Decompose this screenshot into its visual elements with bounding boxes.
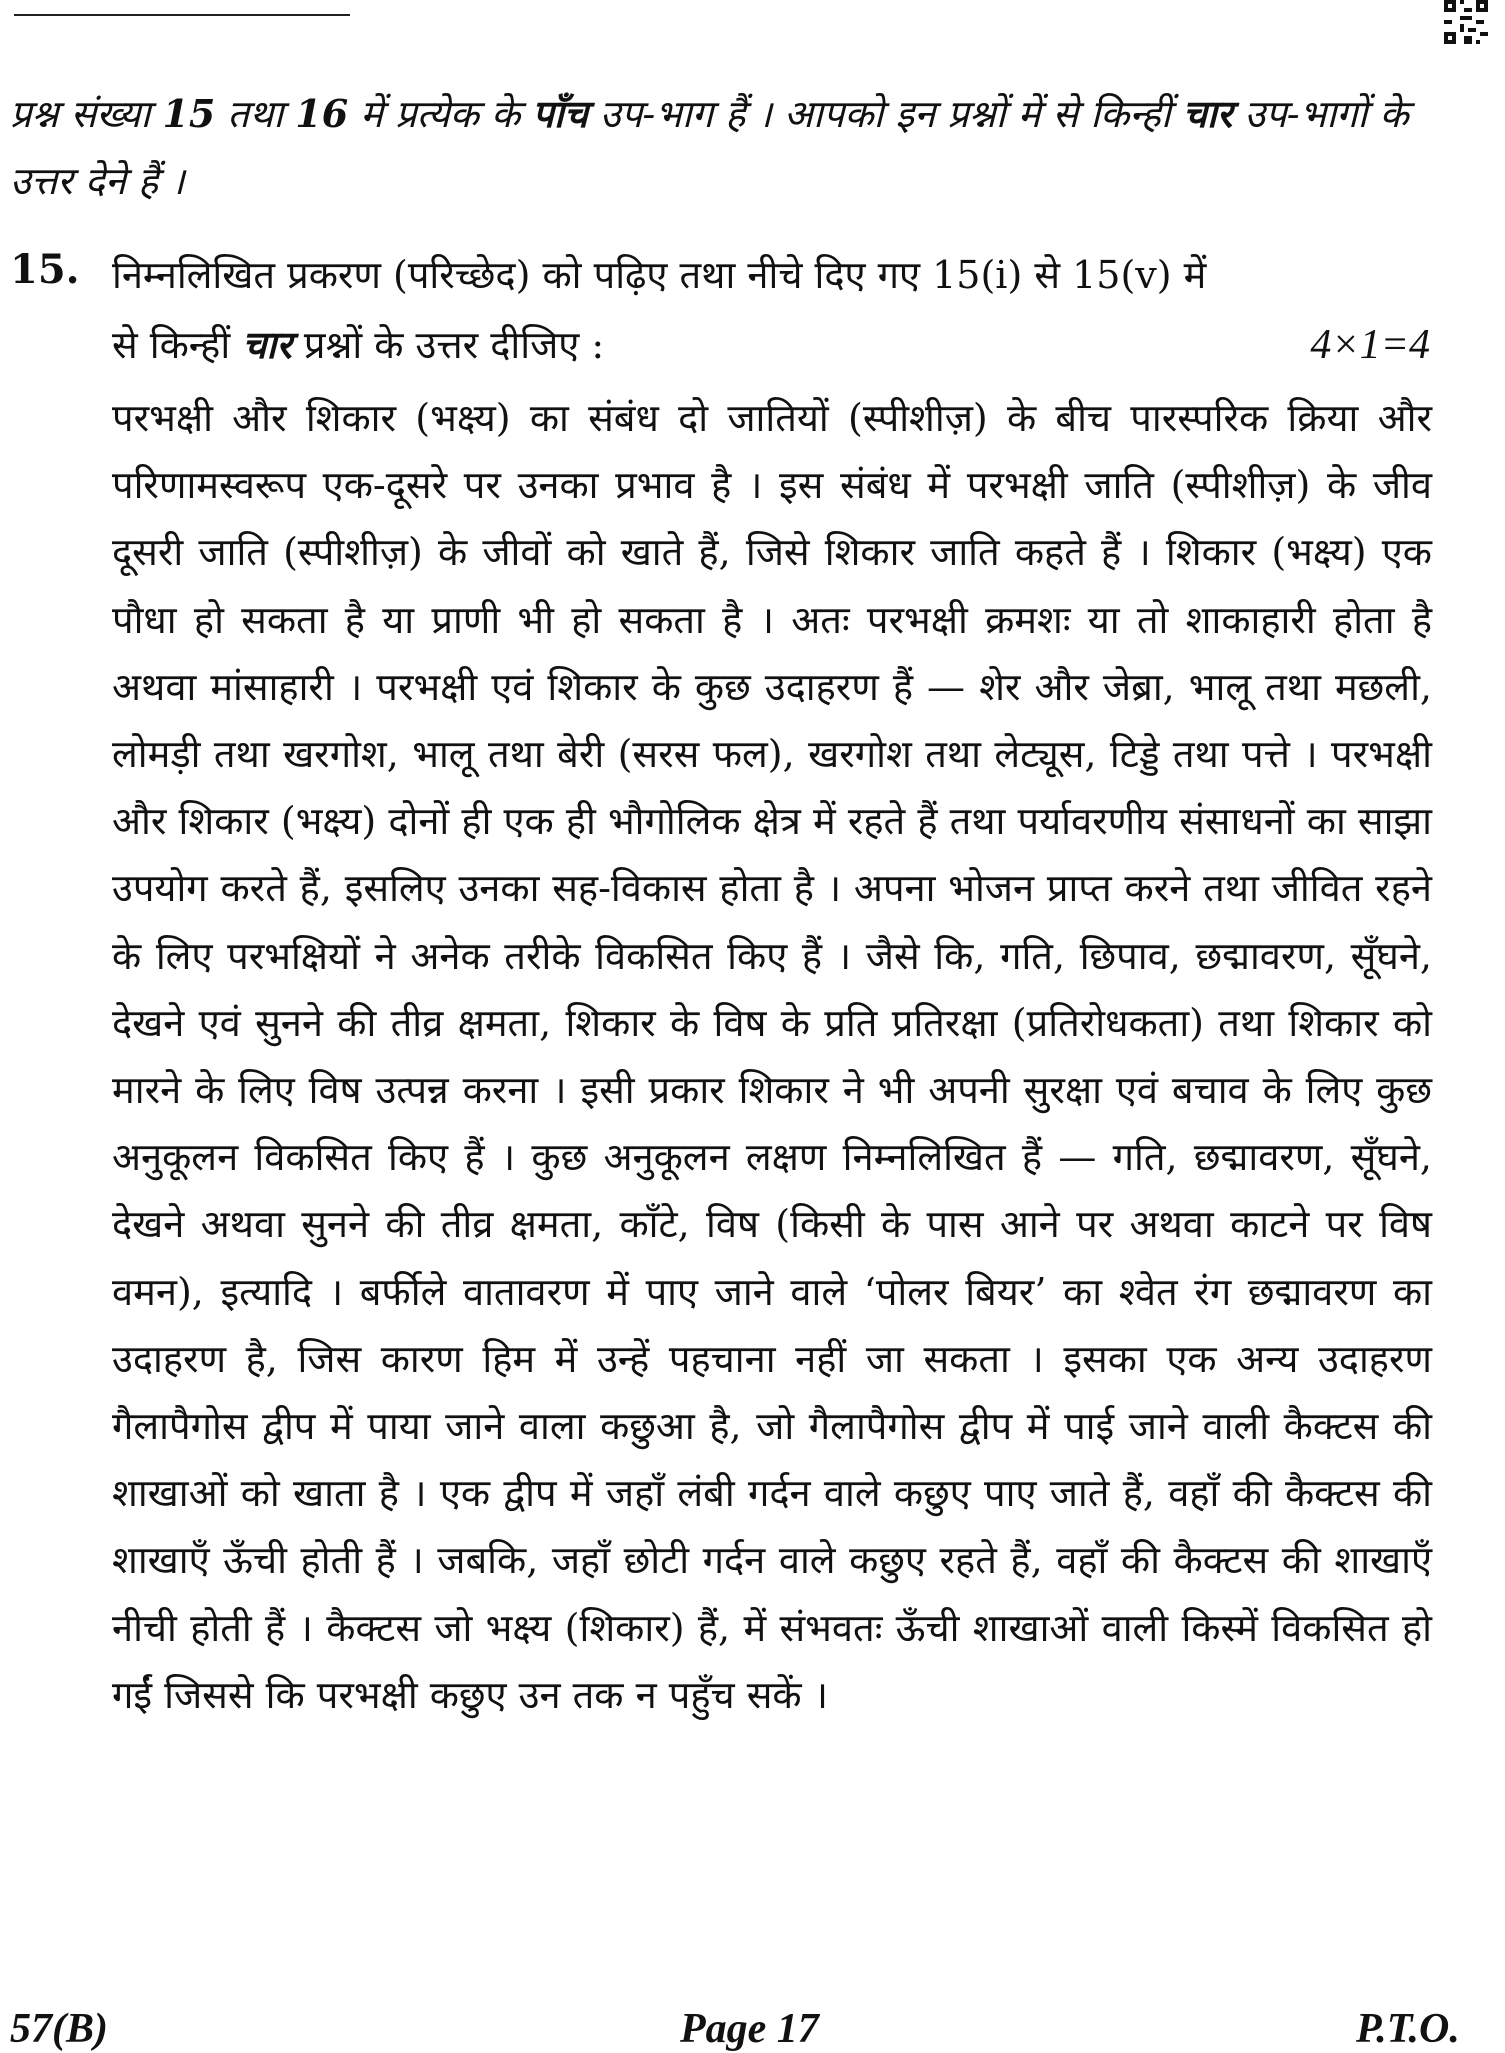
- question-line-2-bold: चार: [242, 322, 292, 367]
- question-line-2-a: से किन्हीं: [112, 323, 243, 367]
- instruction-number-16: 16: [295, 91, 349, 136]
- instruction-bold-four: चार: [1182, 91, 1233, 136]
- question-line-2-b: प्रश्नों के उत्तर दीजिए :: [291, 323, 605, 367]
- question-heading: [112, 240, 1430, 380]
- instruction-text-2: तथा: [215, 92, 296, 136]
- marks-label: 4×1=4: [1310, 322, 1430, 368]
- question-line-2: [112, 310, 1430, 380]
- passage-text: परभक्षी और शिकार (भक्ष्य) का संबंध दो जातियों (स्पीशीज़) के बीच पारस्परिक क्रिया और परिणामस्वरूप एक-दूसरे पर उनका प्रभाव है । इस संबंध में परभक्षी जाति (स्पीशीज़) के जीव दूसरी जाति (स्पीशीज़) के जीवों को खाते हैं, जिसे शिकार जाति कहते हैं । शिकार (भक्ष्य) एक पौधा हो सकता है या प्राणी भी हो सकता है । अतः परभक्षी क्रमशः या तो शाकाहारी होता है अथवा मांसाहारी । परभक्षी एवं शिकार के कुछ उदाहरण हैं — शेर और जेब्रा, भालू तथा मछली, लोमड़ी तथा खरगोश, भालू तथा बेरी (सरस फल), खरगोश तथा लेट्यूस, टिड्डे तथा पत्ते । परभक्षी और शिकार (भक्ष्य) दोनों ही एक ही भौगोलिक क्षेत्र में रहते हैं तथा पर्यावरणीय संसाधनों का साझा उपयोग करते हैं, इसलिए उनका सह-विकास होता है । अपना भोजन प्राप्त करने तथा जीवित रहने के लिए परभक्षियों ने अनेक तरीके विकसित किए हैं । जैसे कि, गति, छिपाव, छद्मावरण, सूँघने, देखने एवं सुनने की तीव्र क्षमता, शिकार के विष के प्रति प्रतिरक्षा (प्रतिरोधकता) तथा शिकार को मारने के लिए विष उत्पन्न करना । इसी प्रकार शिकार ने भी अपनी सुरक्षा एवं बचाव के लिए कुछ अनुकूलन विकसित किए हैं । कुछ अनुकूलन लक्षण निम्नलिखित हैं — गति, छद्मावरण, सूँघने, देखने अथवा सुनने की तीव्र क्षमता, काँटे, विष (किसी के पास आने पर अथवा काटने पर विष वमन), इत्यादि । बर्फीले वातावरण में पाए जाने वाले ‘पोलर बियर’ का श्वेत रंग छद्मावरण का उदाहरण है, जिस कारण हिम में उन्हें पहचाना नहीं जा सकता । इसका एक अन्य उदाहरण गैलापैगोस द्वीप में पाया जाने वाला कछुआ है, जो गैलापैगोस द्वीप में पाई जाने वाली कैक्टस की शाखाओं को खाता है । एक द्वीप में जहाँ लंबी गर्दन वाले कछुए पाए जाते हैं, वहाँ की कैक्टस की शाखाएँ ऊँची होती हैं । जबकि, जहाँ छोटी गर्दन वाले कछुए रहते हैं, वहाँ की कैक्टस की शाखाएँ नीची होती हैं । कैक्टस जो भक्ष्य (शिकार) हैं, में संभवतः ऊँची शाखाओं वाली किस्में विकसित हो गईं जिससे कि परभक्षी कछुए उन तक न पहुँच सकें ।: [112, 396, 1432, 1717]
- instruction-text-4: उप-भाग हैं । आपको इन प्रश्नों में से किन्हीं: [587, 92, 1183, 136]
- question-line-1: निम्नलिखित प्रकरण (परिच्छेद) को पढ़िए तथा नीचे दिए गए 15(i) से 15(v) में: [112, 253, 1207, 297]
- page-number: Page 17: [680, 2006, 819, 2052]
- instruction-bold-five: पाँच: [532, 91, 588, 136]
- question-number: 15.: [10, 246, 80, 293]
- instruction-text-5: उप-भागों के उत्तर देने हैं ।: [10, 92, 1409, 203]
- instruction-text-3: में प्रत्येक के: [348, 92, 533, 136]
- instruction-text-1: प्रश्न संख्या: [10, 92, 163, 136]
- qr-code-icon: [1444, 0, 1488, 44]
- paper-code: 57(B): [10, 2006, 108, 2052]
- pto-label: P.T.O.: [1356, 2006, 1460, 2052]
- instruction-number-15: 15: [162, 91, 216, 136]
- page-footer: [0, 2005, 1505, 2052]
- top-rule: [14, 14, 350, 16]
- section-instruction: [10, 80, 1430, 215]
